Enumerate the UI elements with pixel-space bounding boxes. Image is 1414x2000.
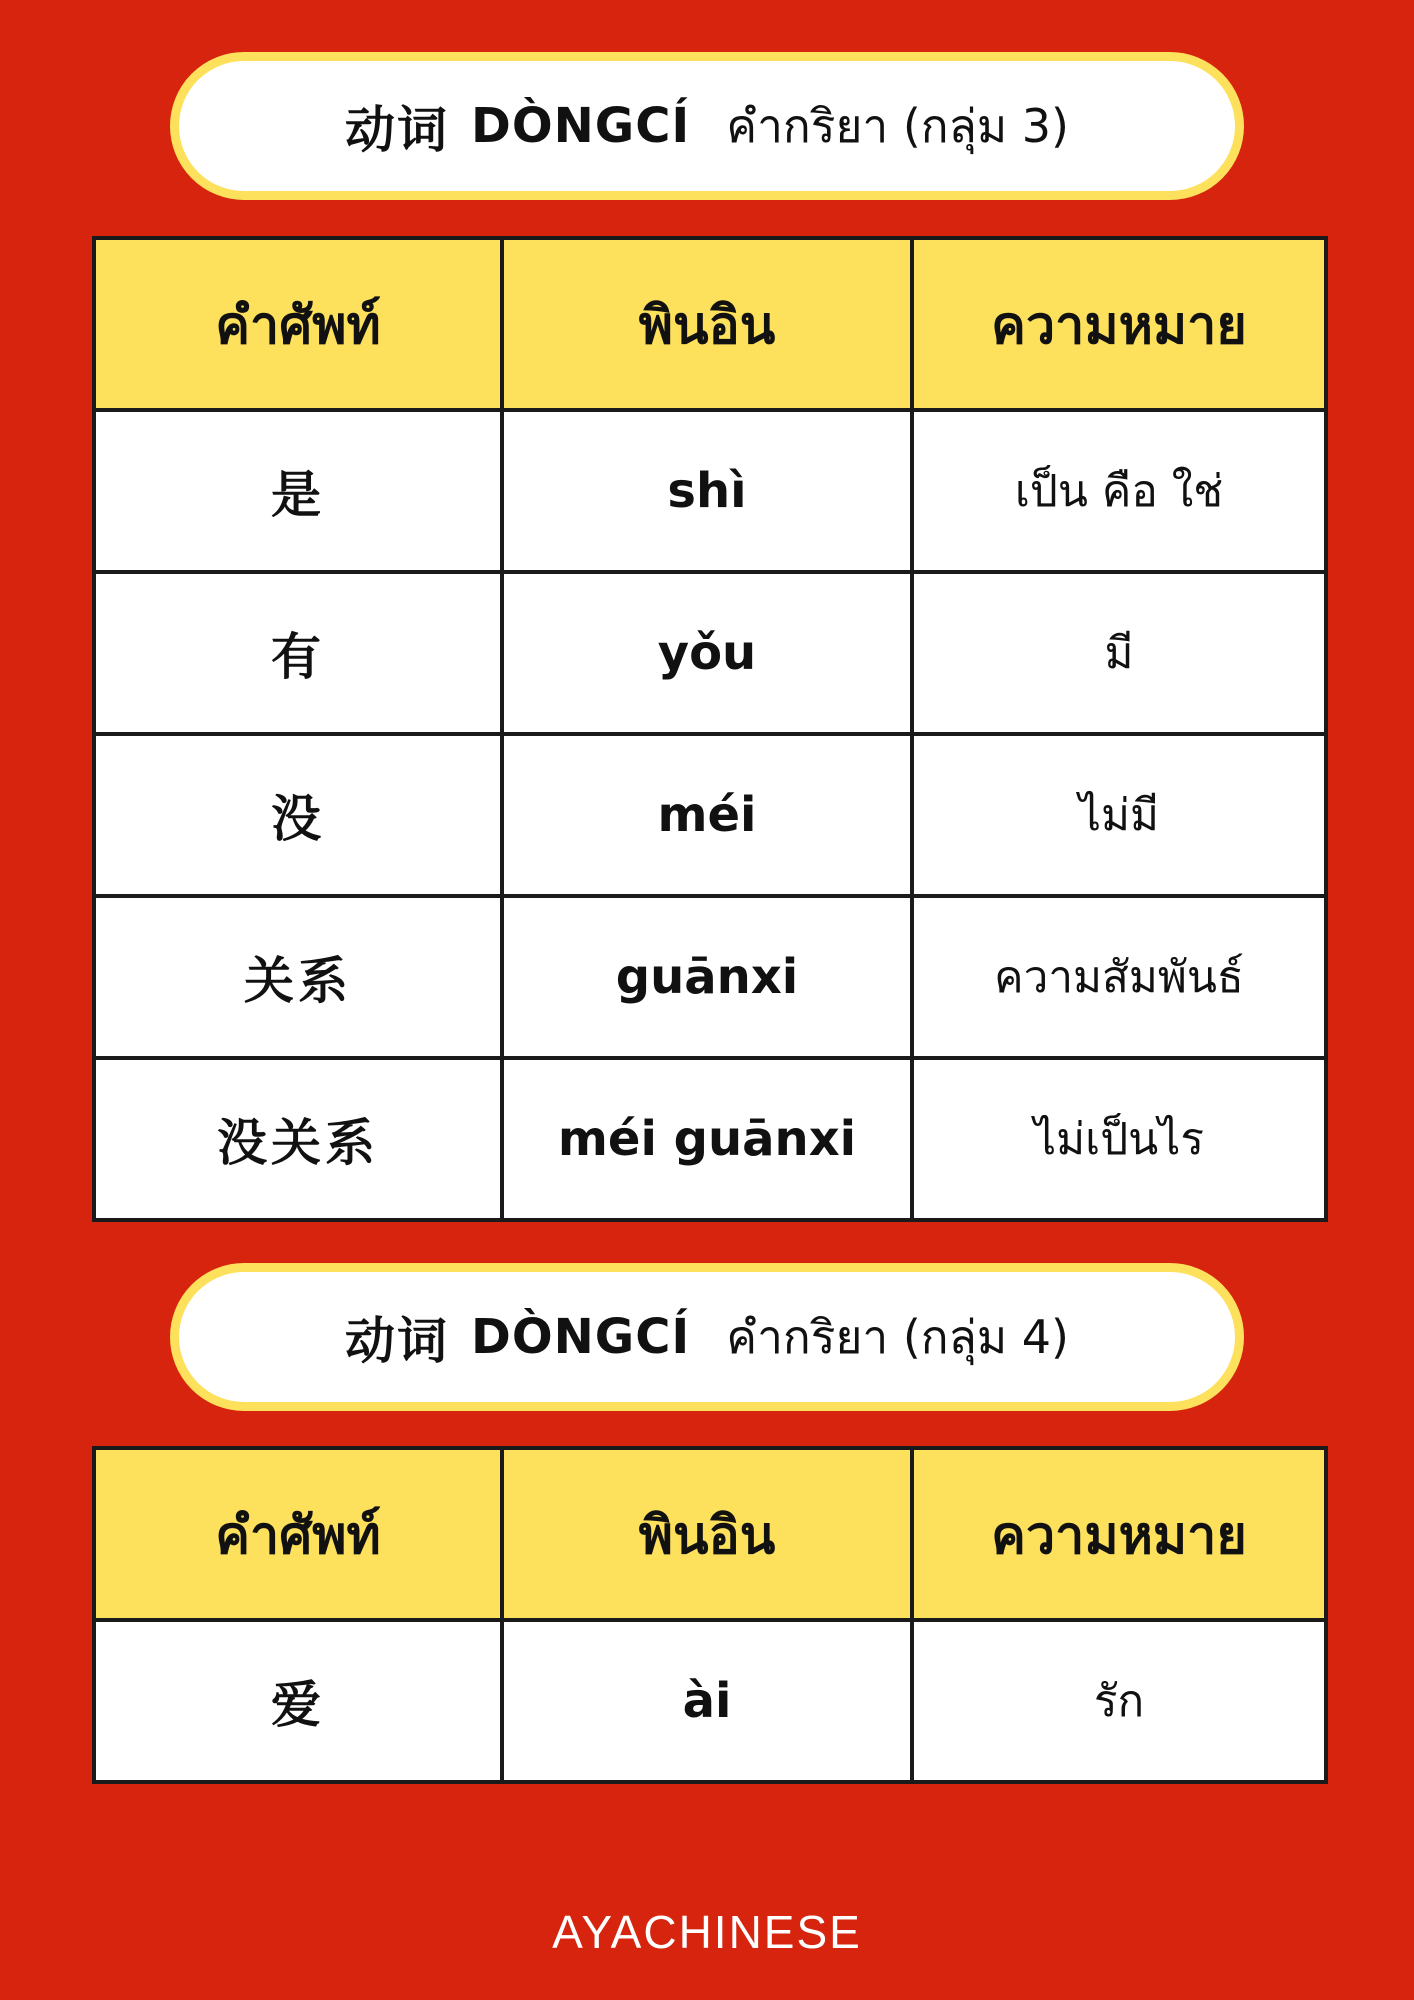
table-row <box>94 734 1326 896</box>
pinyin-cell: shì <box>502 410 912 572</box>
header-meaning: ความหมาย <box>912 238 1326 410</box>
meaning-cell: ความสัมพันธ์ <box>912 896 1326 1058</box>
section-1-title <box>170 52 1244 200</box>
meaning-cell: เป็น คือ ใช่ <box>912 410 1326 572</box>
section-1-title-hanzi: 动词 <box>344 101 449 159</box>
section-1-title-thai: คำกริยา (กลุ่ม 3) <box>726 98 1070 153</box>
meaning-cell: ไม่เป็นไร <box>912 1058 1326 1220</box>
section-1-title-pinyin: DÒNGCÍ <box>470 98 691 154</box>
vocab-table-group-3 <box>92 236 1328 1222</box>
section-2-title <box>170 1263 1244 1411</box>
pinyin-cell: ài <box>502 1620 912 1782</box>
section-2-title-hanzi: 动词 <box>344 1312 449 1370</box>
pinyin-cell: yǒu <box>502 572 912 734</box>
word-cell: 是 <box>94 410 502 572</box>
vocab-table-group-4 <box>92 1446 1328 1784</box>
table-header-row <box>94 238 1326 410</box>
pinyin-cell: guānxi <box>502 896 912 1058</box>
meaning-cell: ไม่มี <box>912 734 1326 896</box>
table-row <box>94 896 1326 1058</box>
word-cell: 关系 <box>94 896 502 1058</box>
section-2-title-thai: คำกริยา (กลุ่ม 4) <box>726 1309 1070 1364</box>
brand-footer: AYACHINESE <box>552 1906 862 1958</box>
header-word: คำศัพท์ <box>94 1448 502 1620</box>
header-meaning: ความหมาย <box>912 1448 1326 1620</box>
word-cell: 没 <box>94 734 502 896</box>
pinyin-cell: méi <box>502 734 912 896</box>
pinyin-cell: méi guānxi <box>502 1058 912 1220</box>
header-pinyin: พินอิน <box>502 1448 912 1620</box>
word-cell: 没关系 <box>94 1058 502 1220</box>
section-2-title-pinyin: DÒNGCÍ <box>470 1309 691 1365</box>
header-word: คำศัพท์ <box>94 238 502 410</box>
word-cell: 爱 <box>94 1620 502 1782</box>
table-row <box>94 1058 1326 1220</box>
meaning-cell: รัก <box>912 1620 1326 1782</box>
table-header-row <box>94 1448 1326 1620</box>
header-pinyin: พินอิน <box>502 238 912 410</box>
word-cell: 有 <box>94 572 502 734</box>
table-row <box>94 410 1326 572</box>
table-row <box>94 1620 1326 1782</box>
table-row <box>94 572 1326 734</box>
meaning-cell: มี <box>912 572 1326 734</box>
